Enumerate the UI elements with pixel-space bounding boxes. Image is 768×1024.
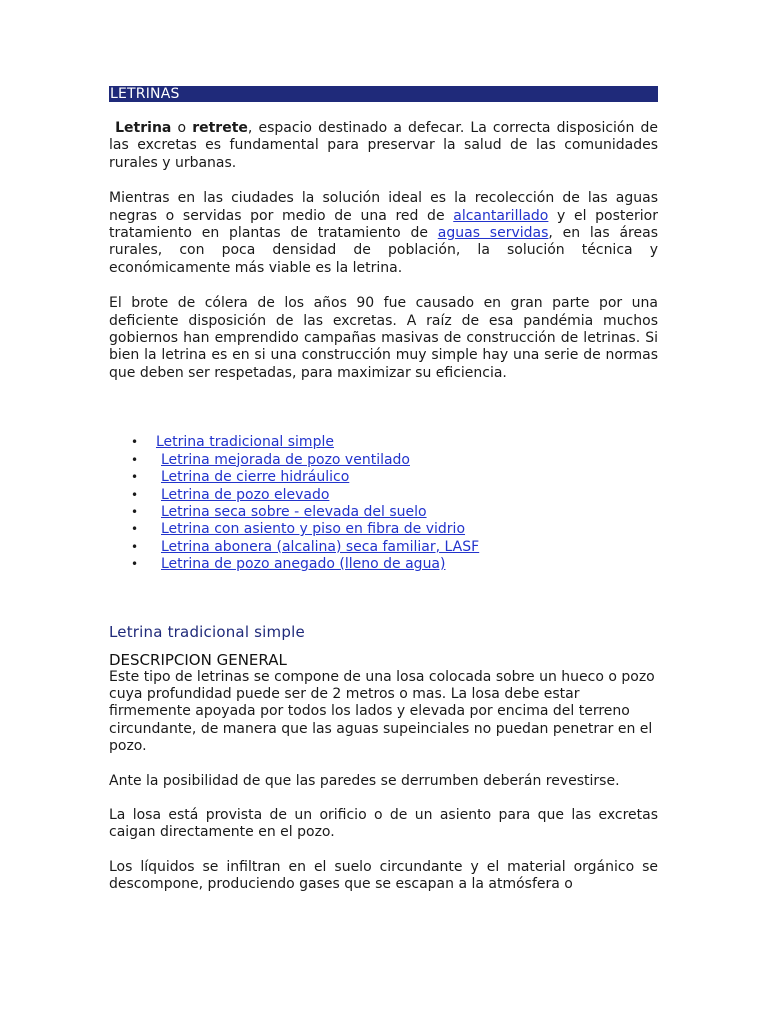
intro-text: , espacio destinado a defecar. La correcta disposición de las excretas es fundamental para preservar la salud de las comunidades rurales y urbanas. xyxy=(109,120,659,171)
toc-item xyxy=(109,521,658,538)
cities-text-2: y el posterior tratamiento en plantas de tratamiento de xyxy=(109,207,658,242)
toc-item xyxy=(109,469,658,486)
document-page xyxy=(109,86,658,894)
bullet-icon: • xyxy=(131,504,139,519)
link-aguas-servidas[interactable]: aguas servidas xyxy=(437,225,549,242)
toc-item xyxy=(109,556,658,573)
toc-item xyxy=(109,504,658,521)
toc-item xyxy=(109,452,658,469)
intro-conjunction: o xyxy=(171,120,193,136)
page-title: LETRINAS xyxy=(109,86,658,102)
toc-link-fibra-vidrio[interactable]: Letrina con asiento y piso en fibra de vidrio xyxy=(161,521,466,538)
toc-link-cierre-hidraulico[interactable]: Letrina de cierre hidráulico xyxy=(161,469,350,486)
toc-item xyxy=(109,487,658,504)
bullet-icon: • xyxy=(131,557,139,572)
section-heading: Letrina tradicional simple xyxy=(109,622,305,641)
bullet-icon: • xyxy=(131,452,139,467)
cities-text-3: , en las áreas rurales, con poca densidad de población, la solución técnica y económicamente más viable es la letrina. xyxy=(109,225,658,276)
liquids-paragraph: Los líquidos se infiltran en el suelo circundante y el material orgánico se descompone, produciendo gases que se escapan a la atmósfera o xyxy=(109,858,658,893)
toc-link-abonera-lasf[interactable]: Letrina abonera (alcalina) seca familiar, LASF xyxy=(161,538,480,555)
toc-link-pozo-elevado[interactable]: Letrina de pozo elevado xyxy=(161,486,330,503)
bullet-icon: • xyxy=(131,522,139,537)
link-alcantarillado[interactable]: alcantarillado xyxy=(453,207,549,224)
subsection-heading: DESCRIPCION GENERAL xyxy=(109,650,287,669)
intro-paragraph xyxy=(109,120,658,172)
bullet-icon: • xyxy=(131,470,139,485)
cities-text-1: Mientras en las ciudades la solución ideal es la recolección de las aguas negras o servidas por medio de una red de xyxy=(109,190,658,224)
section-body xyxy=(109,669,658,894)
toc-item xyxy=(109,539,658,556)
bullet-icon: • xyxy=(131,487,139,502)
toc-link-seca-elevada[interactable]: Letrina seca sobre - elevada del suelo xyxy=(161,503,427,520)
term-letrina: Letrina xyxy=(115,120,172,136)
description-paragraph: Este tipo de letrinas se compone de una losa colocada sobre un hueco o pozo cuya profundidad puede ser de 2 metros o mas. La losa debe estar firmemente apoyada por todos los lados y elevada por encima del terreno circundante, de manera que las aguas supeinciales no puedan penetrar en el pozo. xyxy=(109,668,655,755)
toc-link-tradicional-simple[interactable]: Letrina tradicional simple xyxy=(156,434,334,451)
toc-link-pozo-anegado[interactable]: Letrina de pozo anegado (lleno de agua) xyxy=(161,556,446,573)
table-of-contents xyxy=(109,434,658,573)
bullet-icon: • xyxy=(131,435,139,450)
cities-paragraph xyxy=(109,190,658,277)
slab-paragraph: La losa está provista de un orificio o de un asiento para que las excretas caigan directamente en el pozo. xyxy=(109,806,658,841)
cholera-paragraph: El brote de cólera de los años 90 fue causado en gran parte por una deficiente disposición de las excretas. A raíz de esa pandémia muchos gobiernos han emprendido campañas masivas de construcción de letrinas. Si bien la letrina es en si una construcción muy simple hay una serie de normas que deben ser respetadas, para maximizar su eficiencia. xyxy=(109,295,658,381)
toc-link-pozo-ventilado[interactable]: Letrina mejorada de pozo ventilado xyxy=(161,451,410,468)
term-retrete: retrete xyxy=(192,120,248,136)
toc-item xyxy=(109,434,658,451)
bullet-icon: • xyxy=(131,539,139,554)
walls-paragraph: Ante la posibilidad de que las paredes se derrumben deberán revestirse. xyxy=(109,772,620,789)
